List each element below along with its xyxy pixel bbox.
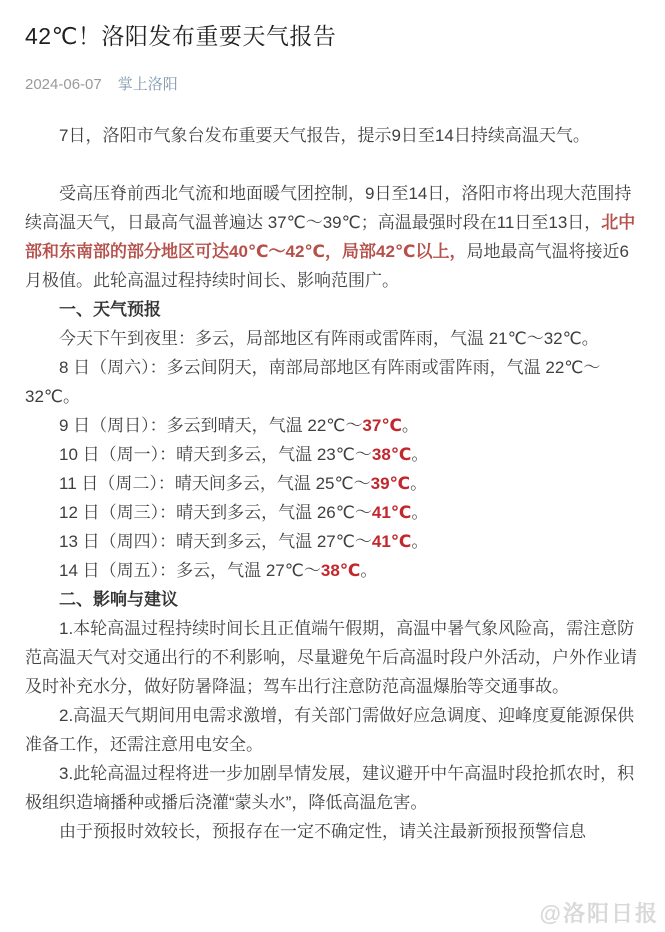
advice-heading: 二、影响与建议 bbox=[59, 590, 178, 610]
publish-date: 2024-06-07 bbox=[25, 76, 102, 94]
advice-paragraph: 3.此轮高温过程将进一步加剧旱情发展，建议避开中午高温时段抢抓农时，积极组织造墒播种或播后浇灌“蒙头水”，降低高温危害。 bbox=[25, 764, 635, 813]
forecast-line: 11 日（周二）：晴天间多云，气温 25℃～39℃。 bbox=[59, 474, 428, 494]
intro-paragraph: 7日，洛阳市气象台发布重要天气报告，提示9日至14日持续高温天气。 bbox=[59, 126, 590, 146]
forecast-line: 13 日（周四）：晴天到多云，气温 27℃～41℃。 bbox=[59, 532, 429, 552]
temp-value: 41℃ bbox=[371, 532, 412, 552]
forecast-heading: 一、天气预报 bbox=[59, 300, 161, 320]
forecast-line: 8 日（周六）：多云间阴天，南部局部地区有阵雨或雷阵雨，气温 22℃～32℃。 bbox=[25, 358, 601, 407]
forecast-line: 14 日（周五）：多云，气温 27℃～38℃。 bbox=[59, 561, 378, 581]
watermark: @洛阳日报 bbox=[539, 901, 659, 926]
forecast-line: 今天下午到夜里：多云，局部地区有阵雨或雷阵雨，气温 21℃～32℃。 bbox=[59, 329, 599, 349]
temp-value: 37℃ bbox=[362, 416, 402, 436]
advice-paragraph: 由于预报时效较长，预报存在一定不确定性，请关注最新预报预警信息 bbox=[59, 822, 586, 842]
advice-paragraph: 2.高温天气期间用电需求激增，有关部门需做好应急调度、迎峰度夏能源保供准备工作，还需注意用电安全。 bbox=[25, 706, 635, 755]
overview-pre: 受高压脊前西北气流和地面暖气团控制，9日至14日，洛阳市将出现大范围持续高温天气，日最高气温普遍达 37℃～39℃；高温最强时段在11日至13日， bbox=[25, 184, 632, 233]
article-body bbox=[25, 121, 640, 846]
overview-post: 局地最高气温将接近6月极值。此轮高温过程持续时间长、影响范围广。 bbox=[25, 242, 629, 291]
advice-paragraph: 1.本轮高温过程持续时间长且正值端午假期，高温中暑气象风险高，需注意防范高温天气对交通出行的不利影响，尽量避免午后高温时段户外活动，户外作业请及时补充水分，做好防暑降温；驾车出行注意防范高温爆胎等交通事故。 bbox=[25, 619, 637, 697]
temp-value: 41℃ bbox=[371, 503, 412, 523]
overview-paragraph bbox=[25, 179, 640, 295]
forecast-line: 12 日（周三）：晴天到多云，气温 26℃～41℃。 bbox=[59, 503, 429, 523]
forecast-line: 10 日（周一）：晴天到多云，气温 23℃～38℃。 bbox=[59, 445, 429, 465]
temp-value: 38℃ bbox=[371, 445, 412, 465]
temp-value: 39℃ bbox=[370, 474, 411, 494]
temp-value: 38℃ bbox=[320, 561, 361, 581]
page-title: 42℃！洛阳发布重要天气报告 bbox=[25, 23, 337, 49]
article-meta bbox=[25, 73, 640, 94]
overview-highlight: 北中部和东南部的部分地区可达40℃～42℃，局部42℃以上， bbox=[25, 213, 636, 262]
forecast-line: 9 日（周日）：多云到晴天，气温 22℃～37℃。 bbox=[59, 416, 419, 436]
source-link[interactable]: 掌上洛阳 bbox=[117, 76, 178, 94]
